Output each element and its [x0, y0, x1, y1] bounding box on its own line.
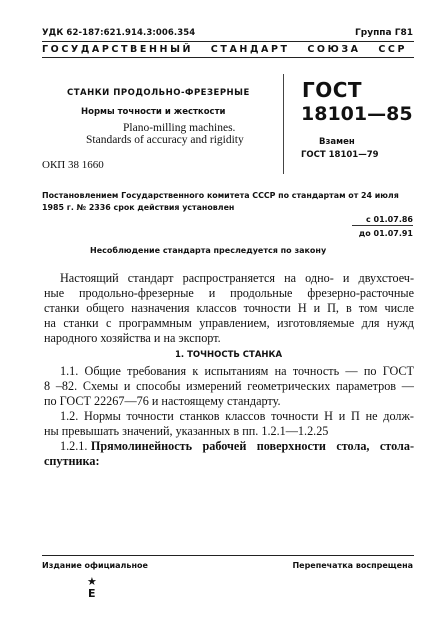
decree-line-1: Постановлением Государственного комитета СССР по стандартам от 24 июля: [42, 191, 399, 200]
intro-paragraph: [44, 271, 414, 346]
header-rule-bottom: [42, 57, 414, 58]
clause-number: 1.2.1.: [60, 439, 88, 453]
effective-from: с 01.07.86: [365, 215, 413, 224]
state-standard-banner: ГОСУДАРСТВЕННЫЙ СТАНДАРТ СОЮЗА ССР: [42, 44, 408, 55]
header-rule-top: [42, 41, 414, 42]
okp-code: ОКП 38 1660: [42, 159, 104, 171]
intro-line: на станки с программным управлением, изготовляемые для нужд: [44, 316, 414, 330]
replaces-label: Взамен: [319, 137, 355, 147]
text-line: [44, 454, 414, 469]
paragraph-1-2: [44, 409, 414, 439]
title-english-1: Plano-milling machines.: [123, 122, 236, 134]
paragraph-1-1: [44, 364, 414, 409]
legal-warning: Несоблюдение стандарта преследуется по закону: [90, 246, 327, 255]
reprint-prohibited: Перепечатка воспрещена: [292, 561, 413, 570]
intro-line: ные продольно-фрезерные и продольные фрезерно-расточные: [44, 286, 414, 300]
text-line: [44, 439, 414, 454]
text-line: ны превышать значений, указанных в пп. 1.2.1—1.2.25: [44, 424, 329, 438]
title-block-divider: [283, 74, 284, 174]
group-code: Группа Г81: [355, 28, 413, 38]
udk-code: УДК 62-187:621.914.3:006.354: [42, 28, 196, 38]
decree-line-2: 1985 г. № 2336 срок действия установлен: [42, 203, 235, 212]
clause-title: Прямолинейность рабочей поверхности стола, стола-: [90, 439, 414, 453]
section-heading: 1. ТОЧНОСТЬ СТАНКА: [175, 350, 283, 360]
standard-title: СТАНКИ ПРОДОЛЬНО-ФРЕЗЕРНЫЕ: [67, 88, 250, 98]
clause-title-continued: спутника:: [44, 454, 100, 468]
edition-letter: Е: [88, 587, 96, 600]
paragraph-1-2-1: [44, 439, 414, 469]
text-line: 1.1. Общие требования к испытаниям на точность — по ГОСТ: [60, 364, 414, 378]
intro-line: народного хозяйства и на экспорт.: [44, 331, 221, 345]
standard-subtitle: Нормы точности и жесткости: [81, 107, 226, 117]
text-line: 1.2. Нормы точности станков классов точности Н и П не долж-: [60, 409, 414, 423]
footer-rule: [42, 555, 414, 556]
gost-label: ГОСТ: [302, 78, 363, 102]
text-line: по ГОСТ 22267—76 и настоящему стандарту.: [44, 394, 281, 408]
effective-date-underline: [352, 225, 413, 226]
text-line: 8 –82. Схемы и способы измерений геометрических параметров —: [44, 379, 414, 393]
effective-to: до 01.07.91: [358, 229, 413, 238]
gost-number: 18101—85: [301, 103, 413, 125]
intro-line: Настоящий стандарт распространяется на одно- и двухстоеч-: [60, 271, 414, 285]
title-english-2: Standards of accuracy and rigidity: [86, 134, 244, 146]
replaces-value: ГОСТ 18101—79: [301, 150, 379, 160]
official-edition: Издание официальное: [42, 561, 148, 570]
star-icon: ★: [87, 575, 97, 588]
intro-line: станки общего назначения классов точности Н и П, в том числе: [44, 301, 414, 315]
